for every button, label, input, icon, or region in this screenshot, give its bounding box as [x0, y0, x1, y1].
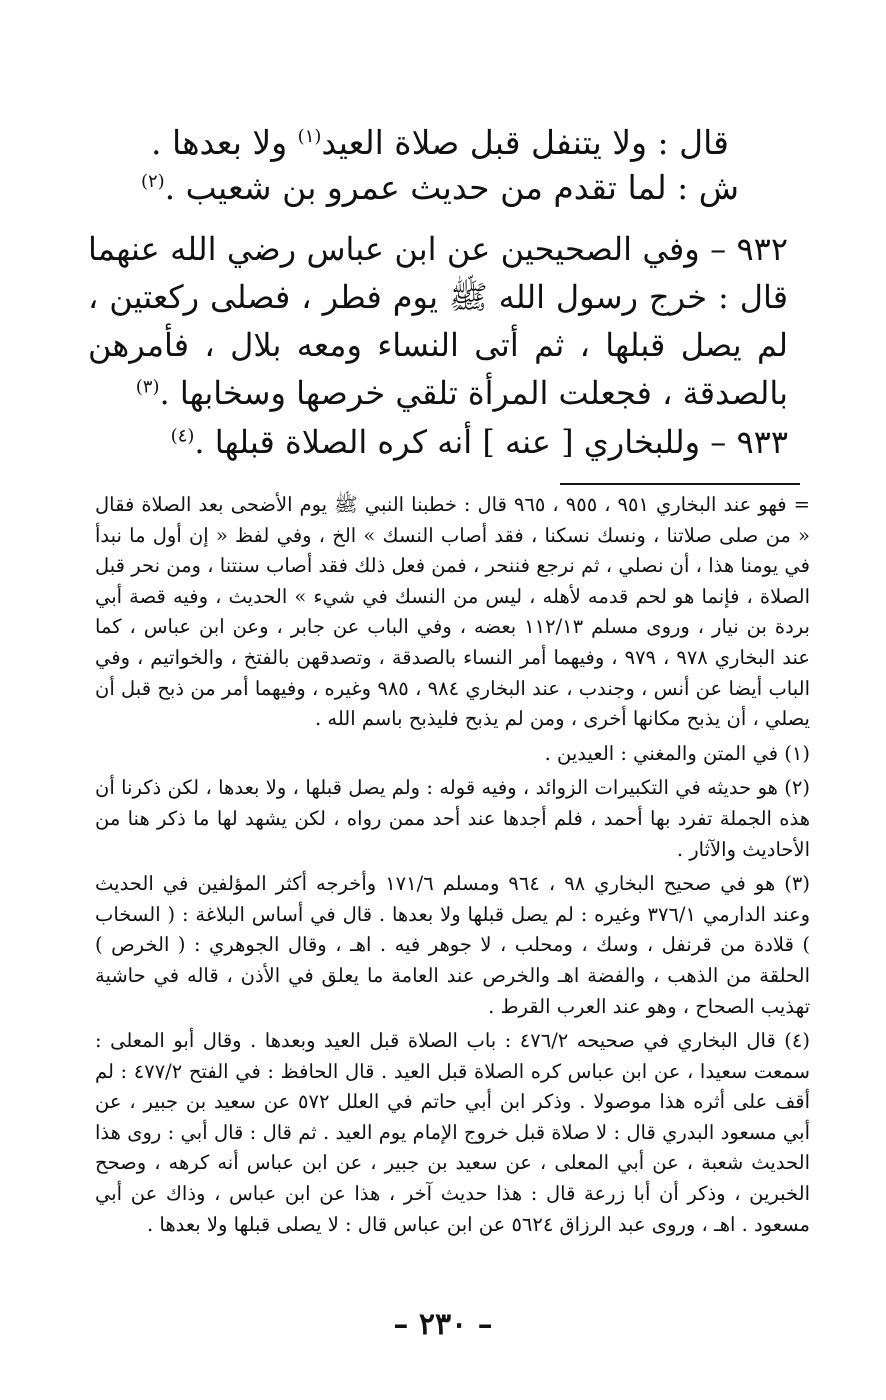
footnote-marker-2[interactable]: (٢)	[140, 171, 165, 192]
hadith-number: ٩٣٢	[736, 230, 789, 268]
commentary-text: ش : لما تقدم من حديث عمرو بن شعيب .	[164, 168, 740, 207]
hadith-932	[88, 225, 788, 417]
footnotes	[95, 490, 810, 1244]
hadith-dash: –	[700, 423, 727, 461]
footnote-4: (٤) قال البخاري في صحيحه ٤٧٦/٢ : باب الصلاة قبل العيد وبعدها . وقال أبو المعلى : سمعت سعيدا ، عن ابن عباس كره الصلاة قبل العيد . قال الحافظ : في الفتح ٤٧٧/٢ : لم أقف على أثره هذا موصولا . وذكر ابن أبي حاتم في العلل ٥٧٢ عن سعيد بن جبير ، عن أبي مسعود البدري قال : لا صلاة قبل خروج الإمام يوم العيد . ثم قال : قال أبي : روى هذا الحديث شعبة ، عن أبي المعلى ، عن سعيد بن جبير ، عن ابن عباس أنه كرهه ، وصحح الخبرين ، وذكر أن أبا زرعة قال : هذا حديث آخر ، هذا عن ابن عباس ، وذاك عن أبي مسعود . اهـ ، وروى عبد الرزاق ٥٦٢٤ عن ابن عباس قال : لا يصلى قبلها ولا بعدها .	[95, 1029, 810, 1236]
hadith-text: وفي الصحيحين عن ابن عباس رضي الله عنهما قال : خرج رسول الله ﷺ يوم فطر ، فصلى ركعتين ، لم يصل قبلها ، ثم أتى النساء ومعه بلال ، فأمرهن بالصدقة ، فجعلت المرأة تلقي خرصها وسخابها .	[88, 230, 788, 412]
statement-text: قال : ولا يتنفل قبل صلاة العيد	[321, 123, 729, 162]
page-number: – ٢٣٠ –	[393, 1307, 493, 1342]
footnote-separator	[560, 483, 800, 485]
statement-end: ولا بعدها .	[151, 123, 298, 162]
footnote-3: (٣) هو في صحيح البخاري ٩٨ ، ٩٦٤ ومسلم ١٧١/٦ وأخرجه أكثر المؤلفين في الحديث وعند الدارمي ٣٧٦/١ وغيره : لم يصل قبلها ولا بعدها . قال في أساس البلاغة : ( السخاب ) قلادة من قرنفل ، وسك ، ومحلب ، لا جوهر فيه . اهـ ، وقال الجوهري : ( الخرص ) الحلقة من الذهب ، والفضة اهـ والخرص عند العامة ما يعلق في الأذن ، قاله في حاشية تهذيب الصحاح ، وهو عند العرب القرط .	[95, 872, 810, 1018]
commentary-line	[60, 165, 820, 210]
statement-line	[60, 120, 820, 165]
footnote-continuation: = فهو عند البخاري ٩٥١ ، ٩٥٥ ، ٩٦٥ قال : خطبنا النبي ﷺ يوم الأضحى بعد الصلاة فقال « من صلى صلاتنا ، ونسك نسكنا ، فقد أصاب النسك » الخ ، وفي لفظ « إن أول ما نبدأ في يومنا هذا ، أن نصلي ، ثم نرجع فننحر ، فمن فعل ذلك فقد أصاب سنتنا ، ومن نحر قبل الصلاة ، فإنما هو لحم قدمه لأهله ، ليس من النسك في شيء » الحديث ، وفيه قصة أبي بردة بن نيار ، وروى مسلم ١١٢/١٣ بعضه ، وفي الباب عن جابر ، وعن ابن عباس ، كما عند البخاري ٩٧٨ ، ٩٧٩ ، وفيهما أمر النساء بالصدقة ، وتصدقهن بالفتخ ، والخواتيم ، وفي الباب أيضا عن أنس ، وجندب ، عند البخاري ٩٨٤ ، ٩٨٥ وغيره ، وفيهما أمر من ذبح قبل أن يصلي ، أن يذبح مكانها أخرى ، ومن لم يذبح فليذبح باسم الله .	[95, 493, 810, 731]
hadith-text: وللبخاري [ عنه ] أنه كره الصلاة قبلها .	[194, 423, 701, 461]
hadith-dash: –	[699, 230, 727, 268]
footnote-marker-4[interactable]: (٤)	[170, 425, 195, 447]
hadith-933	[88, 418, 788, 466]
footnote-marker-1[interactable]: (١)	[297, 126, 322, 147]
footnote-2: (٢) هو حديثه في التكبيرات الزوائد ، وفيه قوله : ولم يصل قبلها ، ولا بعدها ، لكن ذكرنا أن هذه الجملة تفرد بها أحمد ، فلم أجدها عند أحد ممن رواه ، لكن يشهد لها ما ذكر هنا من الأحاديث والآثار .	[95, 776, 810, 861]
hadith-number: ٩٣٣	[736, 423, 788, 461]
footnote-marker-3[interactable]: (٣)	[135, 376, 160, 398]
footnote-1: (١) في المتن والمغني : العيدين .	[544, 741, 810, 765]
